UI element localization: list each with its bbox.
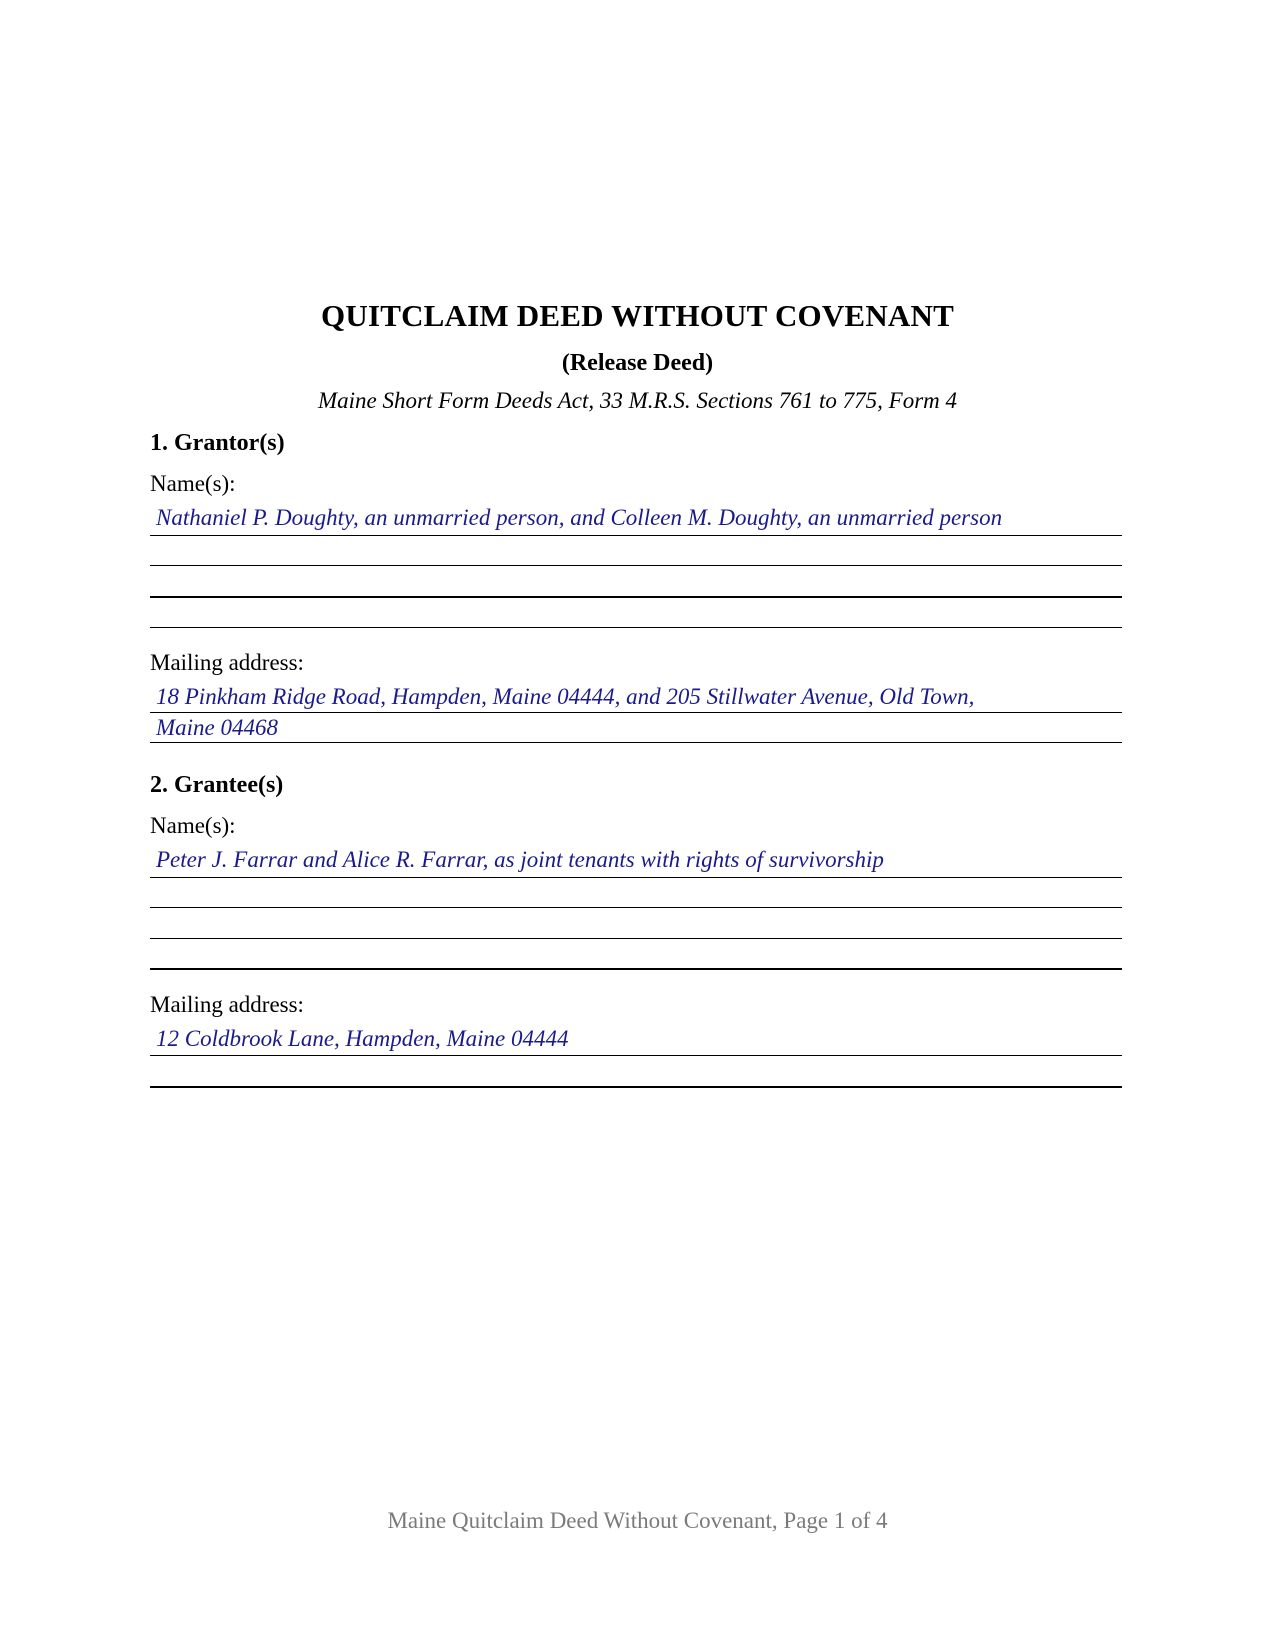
grantor-address-line-2 (150, 742, 1122, 743)
grantor-names-line-2 (150, 565, 1122, 566)
grantee-names-line-1 (150, 877, 1122, 878)
document-title: QUITCLAIM DEED WITHOUT COVENANT (321, 298, 954, 333)
grantor-address-field-line-1: 18 Pinkham Ridge Road, Hampden, Maine 04444, and 205 Stillwater Avenue, Old Town, (156, 684, 975, 709)
statute-reference: Maine Short Form Deeds Act, 33 M.R.S. Sections 761 to 775, Form 4 (317, 388, 958, 413)
grantor-names-field: Nathaniel P. Doughty, an unmarried person, and Colleen M. Doughty, an unmarried person (156, 505, 1003, 530)
page-footer: Maine Quitclaim Deed Without Covenant, Page 1 of 4 (387, 1508, 888, 1533)
grantee-heading: 2. Grantee(s) (150, 772, 284, 798)
grantee-names-line-3 (150, 938, 1122, 939)
grantor-address-field-line-2: Maine 04468 (156, 715, 279, 740)
grantor-names-line-4 (150, 627, 1122, 628)
grantor-names-line-1 (150, 535, 1122, 536)
grantee-names-label: Name(s): (150, 813, 236, 838)
grantor-address-line-1 (150, 712, 1122, 713)
grantee-names-line-2 (150, 907, 1122, 908)
grantee-names-line-4 (150, 968, 1122, 970)
grantor-names-label: Name(s): (150, 471, 236, 496)
grantee-address-line-2 (150, 1086, 1122, 1088)
document-subtitle: (Release Deed) (561, 350, 714, 376)
grantee-address-label: Mailing address: (150, 992, 304, 1017)
grantor-names-line-3 (150, 596, 1122, 598)
grantee-names-field: Peter J. Farrar and Alice R. Farrar, as joint tenants with rights of survivorship (156, 847, 884, 872)
grantee-address-line-1 (150, 1055, 1122, 1056)
grantor-heading: 1. Grantor(s) (150, 430, 285, 456)
grantor-address-label: Mailing address: (150, 650, 304, 675)
grantee-address-field-line-1: 12 Coldbrook Lane, Hampden, Maine 04444 (156, 1026, 569, 1051)
